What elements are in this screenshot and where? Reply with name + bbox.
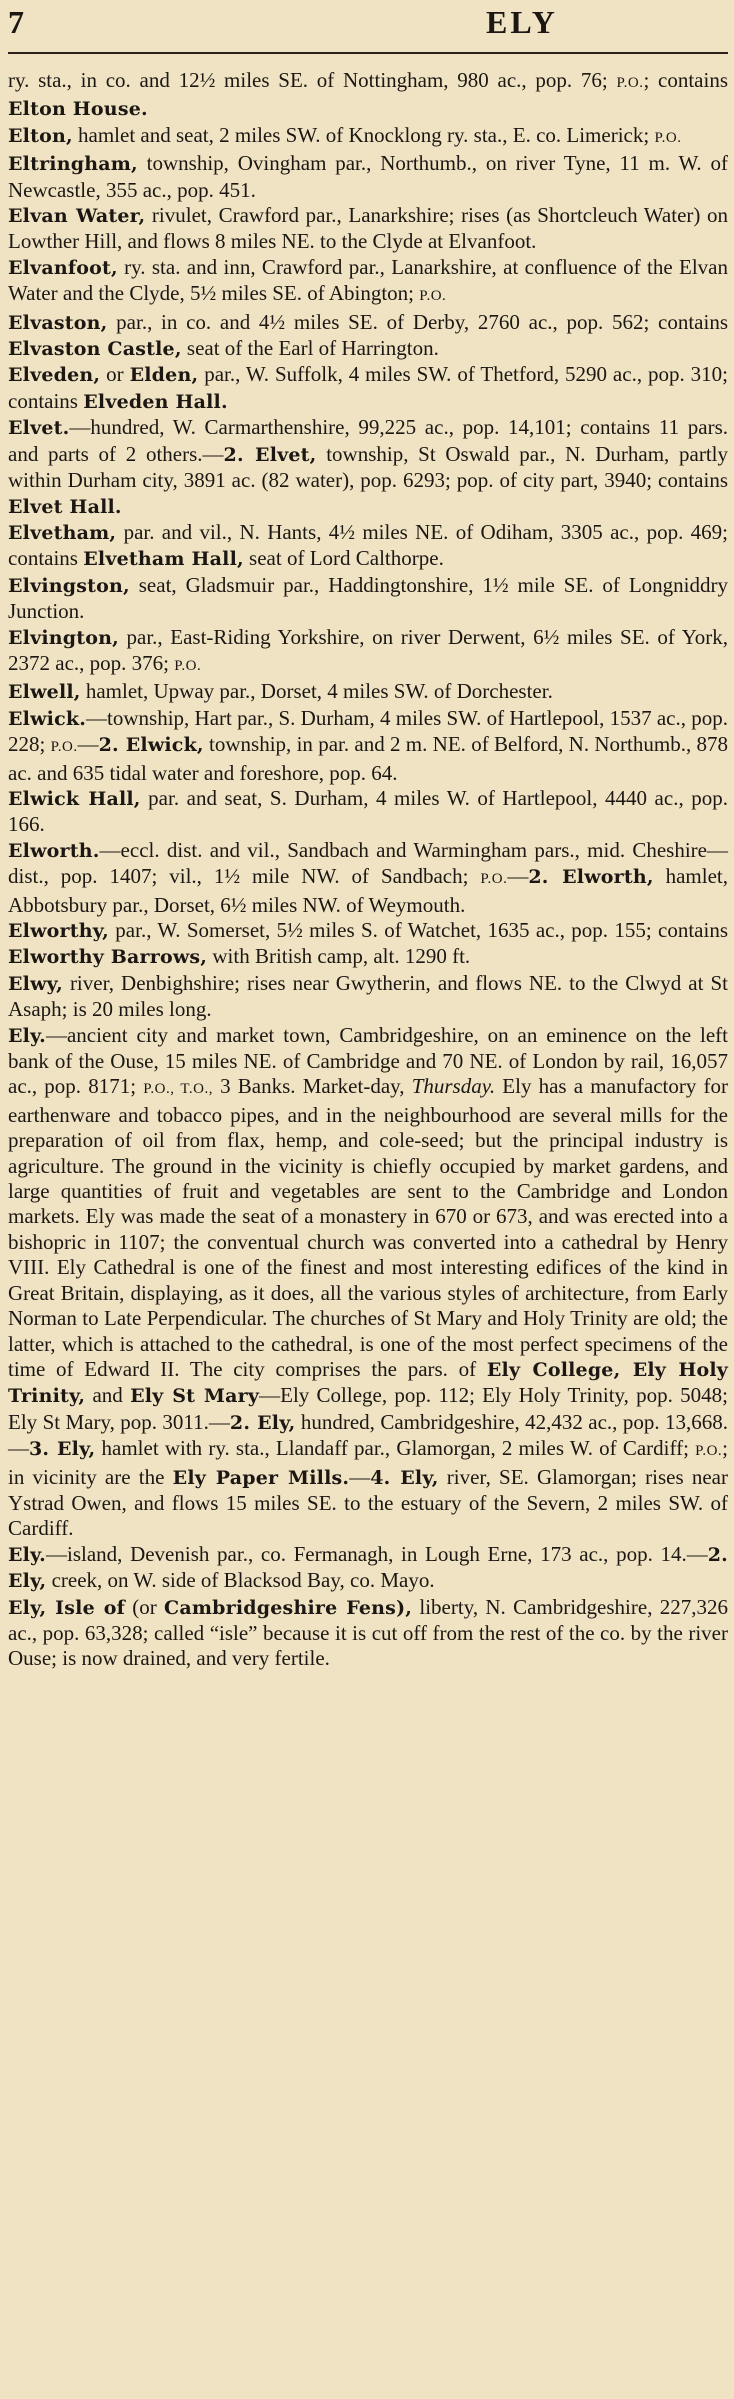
entry-headword: Elwick Hall, xyxy=(8,787,141,810)
entry-headword: 3. Ely, xyxy=(29,1438,96,1461)
entry-headword: Elwy, xyxy=(8,972,63,995)
entry-headword: 4. Ely, xyxy=(370,1466,439,1489)
entry-text: —ancient city and market town, Cambridgeshire, on an eminence on the left bank of the Ouse, 15 miles NE. of Cambridge and 70 NE. of London by rail, 16,057 ac., pop. 8171; xyxy=(8,1022,728,1099)
gazetteer-entry xyxy=(8,520,728,573)
entry-headword: Elvingston, xyxy=(8,574,130,597)
gazetteer-entry xyxy=(8,310,728,363)
entry-text: — xyxy=(507,864,529,889)
entry-text: creek, on W. side of Blacksod Bay, co. Mayo. xyxy=(46,1568,435,1593)
entry-text: —Ely College, pop. 112; Ely Holy Trinity, pop. 5048; Ely St Mary, pop. 3011.— xyxy=(8,1383,728,1434)
page-header xyxy=(8,0,728,54)
entry-headword: Elvan Water, xyxy=(8,205,146,228)
gazetteer-entry xyxy=(8,68,728,123)
abbreviation: P.O., T.O., xyxy=(143,1081,213,1098)
entry-text: seat of Lord Calthorpe. xyxy=(243,546,444,571)
entry-text: par., W. Somerset, 5½ miles S. of Watchet, 1635 ac., pop. 155; contains xyxy=(108,918,728,942)
gazetteer-entry xyxy=(8,362,728,415)
gazetteer-entry xyxy=(8,415,728,520)
entry-headword: Cambridgeshire Fens), xyxy=(164,1596,413,1619)
entry-text: —island, Devenish par., co. Fermanagh, in Lough Erne, 173 ac., pop. 14.— xyxy=(45,1541,708,1566)
entry-text: liberty, N. Cambridgeshire, 227,326 ac., pop. 63,328; called “isle” because it is cut off from the rest of the co. by the river Ouse; is now drained, and very fertile. xyxy=(8,1594,728,1671)
entry-headword: Elvet. xyxy=(8,417,70,440)
gazetteer-entry xyxy=(8,151,728,203)
entry-headword: Elvetham, xyxy=(8,521,117,544)
entry-headword: Elworthy Barrows, xyxy=(8,946,208,969)
entry-text: —hundred, W. Carmarthenshire, 99,225 ac., pop. 14,101; contains 11 pars. and parts of 2 others.— xyxy=(8,415,728,466)
entry-headword: Ely, Isle of xyxy=(8,1596,125,1619)
entry-text: with British camp, alt. 1290 ft. xyxy=(207,944,471,969)
gazetteer-entries xyxy=(8,68,728,1672)
entry-text: — xyxy=(349,1464,371,1489)
gazetteer-entry xyxy=(8,786,728,838)
entry-text: hamlet with ry. sta., Llandaff par., Glamorgan, 2 miles W. of Cardiff; xyxy=(95,1436,696,1461)
page-number: 7 xyxy=(8,4,24,40)
abbreviation: P.O. xyxy=(654,129,682,146)
entry-headword: Elton, xyxy=(8,124,73,147)
gazetteer-entry xyxy=(8,1023,728,1542)
entry-text: — xyxy=(77,732,99,757)
entry-text: par., East-Riding Yorkshire, on river Derwent, 6½ miles SE. of York, 2372 ac., pop. 376; xyxy=(8,624,728,675)
gazetteer-entry xyxy=(8,918,728,971)
gazetteer-entry xyxy=(8,573,728,625)
gazetteer-entry xyxy=(8,203,728,255)
entry-headword: Ely College, Ely Holy Trinity, xyxy=(8,1358,729,1408)
entry-text: river, SE. Glamorgan; rises near Ystrad Owen, and flows 15 miles SE. to the estuary of the Severn, 2 miles SW. of Cardiff. xyxy=(8,1464,728,1541)
entry-headword: Elveden Hall. xyxy=(83,390,228,413)
entry-headword: Elveden, xyxy=(8,364,101,387)
entry-text: seat, Gladsmuir par., Haddingtonshire, 1½ mile SE. of Longniddry Junction. xyxy=(8,572,728,624)
entry-text: river, Denbighshire; rises near Gwytherin, and flows NE. to the Clwyd at St Asaph; is 20 miles long. xyxy=(8,970,728,1022)
abbreviation: P.O. xyxy=(419,288,447,305)
abbreviation: P.O. xyxy=(50,739,78,756)
gazetteer-entry xyxy=(8,971,728,1023)
entry-headword: Eltringham, xyxy=(8,153,138,176)
entry-text: Ely has a manufactory for earthenware and tobacco pipes, and in the neighbourhood are several mills for the preparation of oil from flax, hemp, and cole-seed; but the principal industry is agriculture. The ground in the vicinity is chiefly occupied by market gardens, and large quantities of fruit and vegetables are sent to the Cambridge and London markets. Ely was made the seat of a monastery in 670 or 673, and was erected into a bishopric in 1107; the conventual church was converted into a cathedral by Henry VIII. Ely Cathedral is one of the finest and most interesting edifices of the kind in Great Britain, displaying, as it does, all the various styles of architecture, from Early Norman to Late Perpendicular. The churches of St Mary and Holy Trinity are old; the latter, which is attached to the cathedral, is one of the most perfect specimens of the time of Edward II. The city comprises the pars. of xyxy=(8,1074,728,1381)
entry-text: ; contains xyxy=(643,68,728,92)
entry-headword: 2. Elworth, xyxy=(528,866,654,889)
entry-text: or xyxy=(100,362,130,387)
abbreviation: P.O. xyxy=(480,871,508,888)
entry-text: and xyxy=(85,1383,131,1408)
entry-headword: Elvetham Hall, xyxy=(83,548,244,571)
entry-text: par., in co. and 4½ miles SE. of Derby, 2760 ac., pop. 562; contains xyxy=(107,309,728,334)
entry-text: 3 Banks. Market-day, xyxy=(212,1074,412,1099)
abbreviation: P.O. xyxy=(695,1443,723,1460)
gazetteer-entry xyxy=(8,255,728,310)
entry-headword: Elvet Hall. xyxy=(8,495,122,518)
entry-headword: Elvanfoot, xyxy=(8,256,118,279)
entry-text: township, St Oswald par., N. Durham, partly within Durham city, 3891 ac. (82 water), pop. 6293; pop. of city part, 3940; contains xyxy=(8,441,728,493)
entry-headword: Elton House. xyxy=(8,98,148,121)
entry-headword: Elden, xyxy=(129,364,199,387)
entry-text: township, in par. and 2 m. NE. of Belford, N. Northumb., 878 ac. and 635 tidal water and foreshore, pop. 64. xyxy=(8,732,728,785)
entry-text: ry. sta., in co. and 12½ miles SE. of Nottingham, 980 ac., pop. 76; xyxy=(8,68,617,92)
entry-text: hamlet, Upway par., Dorset, 4 miles SW. of Dorchester. xyxy=(80,679,553,704)
entry-text: —township, Hart par., S. Durham, 4 miles SW. of Hartlepool, 1537 ac., pop. 228; xyxy=(8,705,729,757)
entry-text: hamlet, Abbotsbury par., Dorset, 6½ miles NW. of Weymouth. xyxy=(8,864,728,917)
entry-headword: Ely St Mary xyxy=(130,1385,260,1408)
gazetteer-entry xyxy=(8,1595,728,1672)
entry-text: hamlet and seat, 2 miles SW. of Knocklong ry. sta., E. co. Limerick; xyxy=(72,122,655,147)
gazetteer-entry xyxy=(8,838,728,918)
entry-text: seat of the Earl of Harrington. xyxy=(181,336,439,361)
entry-text: (or xyxy=(124,1594,165,1619)
entry-headword: Elwell, xyxy=(8,681,81,704)
entry-headword: 2. Elvet, xyxy=(223,443,317,466)
entry-headword: Elwick. xyxy=(8,707,87,730)
abbreviation: P.O. xyxy=(174,657,202,674)
entry-text: hundred, Cambridgeshire, 42,432 ac., pop. 13,668.— xyxy=(8,1409,728,1461)
running-head: ELY xyxy=(486,4,558,40)
entry-headword: Ely. xyxy=(8,1024,46,1047)
entry-headword: Elvaston Castle, xyxy=(8,338,182,361)
entry-headword: Elvington, xyxy=(8,626,119,649)
entry-text: township, Ovingham par., Northumb., on river Tyne, 11 m. W. of Newcastle, 355 ac., pop. 451. xyxy=(8,151,728,202)
entry-headword: 2. Ely, xyxy=(8,1543,728,1593)
entry-headword: 2. Ely, xyxy=(229,1411,296,1434)
italic-text: Thursday. xyxy=(411,1074,496,1099)
entry-headword: Elworth. xyxy=(8,839,100,862)
entry-text: par. and seat, S. Durham, 4 miles W. of Hartlepool, 4440 ac., pop. 166. xyxy=(8,785,728,837)
entry-text: ; in vicinity are the xyxy=(8,1436,728,1489)
entry-headword: Ely Paper Mills. xyxy=(172,1466,350,1489)
entry-headword: 2. Elwick, xyxy=(98,734,204,757)
entry-headword: Elworthy, xyxy=(8,920,109,942)
gazetteer-entry xyxy=(8,1542,728,1595)
gazetteer-entry xyxy=(8,706,728,786)
entry-headword: Elvaston, xyxy=(8,311,108,334)
entry-text: —eccl. dist. and vil., Sandbach and Warmingham pars., mid. Cheshire—dist., pop. 1407; vil., 1½ mile NW. of Sandbach; xyxy=(8,837,728,889)
gazetteer-entry xyxy=(8,123,728,151)
entry-headword: Ely. xyxy=(8,1543,46,1566)
entry-text: ry. sta. and inn, Crawford par., Lanarkshire, at confluence of the Elvan Water and the Clyde, 5½ miles SE. of Abington; xyxy=(8,254,728,306)
gazetteer-entry xyxy=(8,625,728,680)
gazetteer-entry xyxy=(8,679,728,705)
abbreviation: P.O. xyxy=(616,75,644,91)
entry-text: par., W. Suffolk, 4 miles SW. of Thetford, 5290 ac., pop. 310; contains xyxy=(8,362,728,413)
entry-text: rivulet, Crawford par., Lanarkshire; rises (as Shortcleuch Water) on Lowther Hill, and flows 8 miles NE. to the Clyde at Elvanfoot. xyxy=(8,203,728,254)
entry-text: par. and vil., N. Hants, 4½ miles NE. of Odiham, 3305 ac., pop. 469; contains xyxy=(8,519,728,571)
